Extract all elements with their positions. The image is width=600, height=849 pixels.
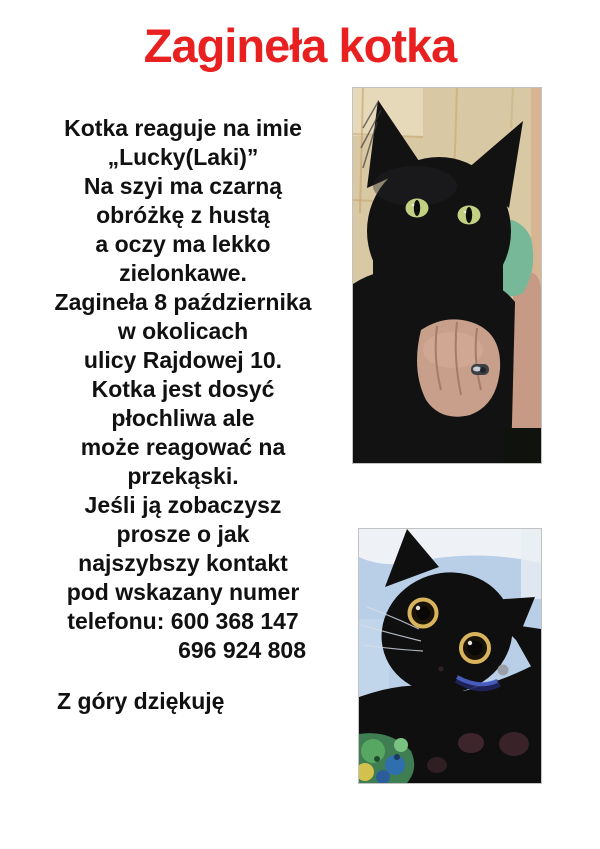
cat-eye-right [461,634,489,662]
closing-note: Z góry dziękuję [57,688,225,714]
info-line: Na szyi ma czarną [83,173,283,199]
cat-photo-bottom-image [359,529,541,783]
info-line: Zagineła 8 października [54,289,312,315]
info-line: zielonkawe. [119,260,247,286]
info-line: pod wskazany numer [66,579,300,605]
cat-photo-bottom [358,528,542,784]
info-line: przekąski. [127,463,239,489]
info-line: płochliwa ale [111,405,255,431]
info-line: prosze o jak [116,521,250,547]
info-line: Kotka jest dosyć [91,376,275,402]
hand-ring [471,364,489,375]
cat-nose [439,667,444,672]
info-line: najszybszy kontakt [78,550,288,576]
cat-photo-top [352,87,542,464]
info-line: Kotka reaguje na imie [64,115,302,141]
paw-blur [499,732,529,756]
cat-eye-left [406,199,429,218]
poster-title: Zagineła kotka [143,19,457,72]
phone-line-primary: telefonu: 600 368 147 [67,608,299,634]
info-line: Jeśli ją zobaczysz [84,492,282,518]
phone-line-secondary: 696 924 808 [178,637,306,663]
cat-eye-left [410,600,437,627]
poster-info-text [27,114,339,716]
cat-photo-top-image [353,88,541,463]
info-line: może reagować na [80,434,286,460]
cat-eye-right [458,206,481,225]
info-line: w okolicach [117,318,249,344]
info-line: obróżkę z hustą [96,202,270,228]
info-line: a oczy ma lekko [95,231,271,257]
cat-toy [359,733,414,783]
info-line: ulicy Rajdowej 10. [83,347,283,373]
info-line: „Lucky(Laki)” [107,144,259,170]
paw-blur [458,733,484,753]
